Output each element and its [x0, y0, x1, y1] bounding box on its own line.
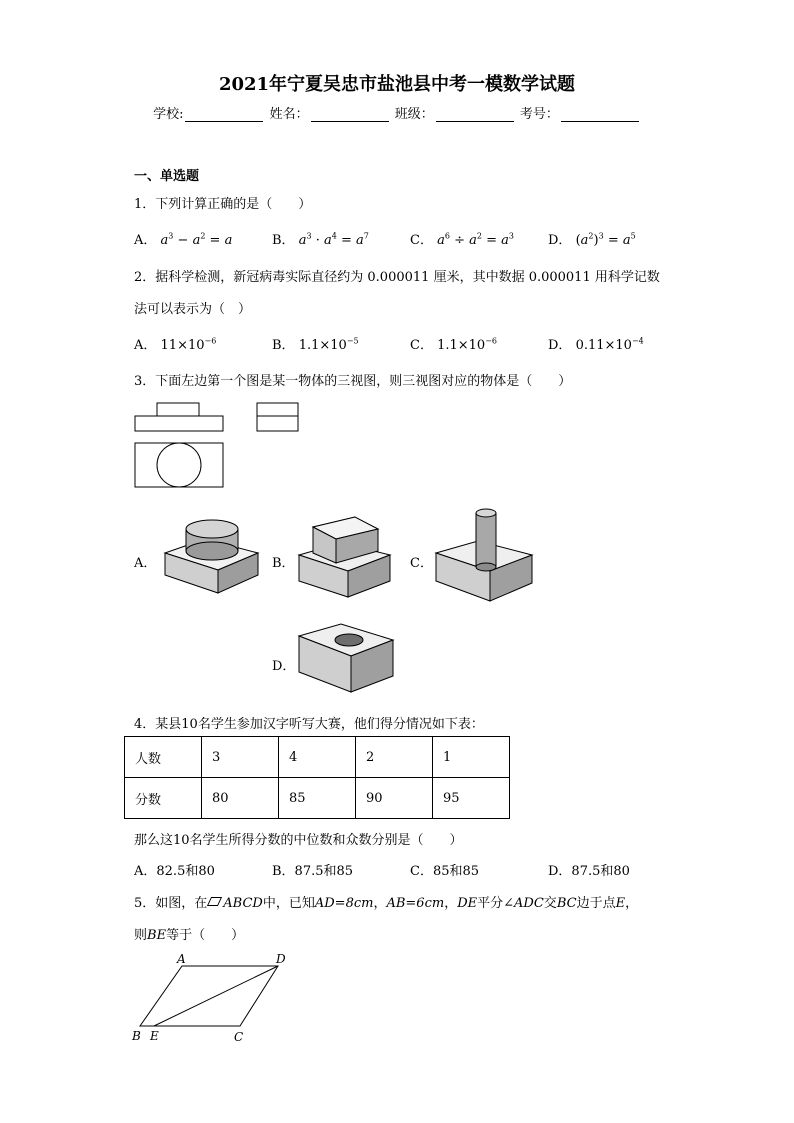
q5-stem-line2: 则BE等于（ ） — [134, 928, 245, 943]
q3-stem: 3．下面左边第一个图是某一物体的三视图，则三视图对应的物体是（ ） — [134, 374, 572, 389]
point-a-label: A — [177, 952, 186, 966]
table-cell: 4 — [279, 737, 356, 778]
name-label: 姓名： — [269, 107, 309, 122]
table-row — [125, 778, 510, 819]
q3-option-b-figure[interactable] — [293, 515, 398, 605]
q3-option-c-figure[interactable] — [430, 505, 540, 613]
parallelogram-figure — [128, 950, 298, 1045]
school-blank[interactable] — [185, 109, 263, 122]
name-blank[interactable] — [311, 109, 389, 122]
q3-option-d-figure[interactable] — [293, 622, 399, 702]
point-c-label: C — [234, 1030, 244, 1044]
q3-option-a-figure[interactable] — [155, 515, 265, 600]
section-heading: 一、单选题 — [134, 169, 200, 184]
q1-option-a[interactable]: A． $a^3 - a^2 = a$ — [134, 231, 233, 248]
score-table — [124, 736, 510, 819]
q3-option-d-label[interactable]: D． — [272, 659, 296, 674]
table-cell: 95 — [433, 778, 510, 819]
point-b-label: B — [132, 1029, 141, 1043]
q4-followup: 那么这10名学生所得分数的中位数和众数分别是（ ） — [134, 833, 463, 848]
q2-stem-line1: 2．据科学检测，新冠病毒实际直径约为 0.000011 厘米，其中数据 0.000011 用科学记数 — [134, 270, 660, 285]
number-blank[interactable] — [561, 109, 639, 122]
parallelogram-symbol-icon — [207, 897, 222, 906]
table-cell: 2 — [356, 737, 433, 778]
table-cell: 85 — [279, 778, 356, 819]
q2-option-a[interactable]: A． $11\times 10^{-6}$ — [134, 336, 217, 353]
table-cell: 90 — [356, 778, 433, 819]
table-cell: 3 — [202, 737, 279, 778]
class-blank[interactable] — [436, 109, 514, 122]
point-d-label: D — [276, 952, 286, 966]
q4-option-c[interactable]: C．85和85 — [410, 864, 480, 879]
number-label: 考号： — [519, 107, 559, 122]
q5-stem-line1: 5．如图，在 ABCD中，已知AD=8cm，AB=6cm，DE平分∠ADC交BC边于点E， — [134, 896, 639, 911]
q2-option-c[interactable]: C． $1.1\times 10^{-6}$ — [410, 336, 497, 353]
point-e-label: E — [150, 1029, 159, 1043]
q2-option-d[interactable]: D． $0.11\times 10^{-4}$ — [548, 336, 644, 353]
table-cell: 分数 — [125, 778, 202, 819]
table-cell: 80 — [202, 778, 279, 819]
q1-option-d[interactable]: D． $(a^2)^3 = a^5$ — [548, 231, 636, 248]
q3-option-c-label[interactable]: C． — [410, 556, 433, 571]
q2-option-b[interactable]: B． $1.1\times 10^{-5}$ — [272, 336, 359, 353]
q1-option-b[interactable]: B． $a^3 \cdot a^4 = a^7$ — [272, 231, 369, 248]
table-cell: 1 — [433, 737, 510, 778]
table-cell: 人数 — [125, 737, 202, 778]
school-label: 学校: — [153, 107, 184, 122]
q4-stem: 4．某县10名学生参加汉字听写大赛，他们得分情况如下表： — [134, 717, 484, 732]
q4-option-d[interactable]: D．87.5和80 — [548, 864, 630, 879]
q4-option-a[interactable]: A．82.5和80 — [134, 864, 215, 879]
q1-stem: 1．下列计算正确的是（ ） — [134, 197, 312, 212]
page-title: 2021年宁夏吴忠市盐池县中考一模数学试题 — [218, 74, 576, 95]
q3-option-b-label[interactable]: B． — [272, 556, 295, 571]
q2-stem-line2: 法可以表示为（ ） — [134, 302, 252, 317]
q4-option-b[interactable]: B．87.5和85 — [272, 864, 354, 879]
q3-option-a-label[interactable]: A． — [134, 556, 157, 571]
class-label: 班级： — [394, 107, 434, 122]
q1-option-c[interactable]: C． $a^6 \div a^2 = a^3$ — [410, 231, 515, 248]
table-row — [125, 737, 510, 778]
three-view-drawing — [130, 398, 305, 493]
student-info-line — [0, 103, 794, 122]
